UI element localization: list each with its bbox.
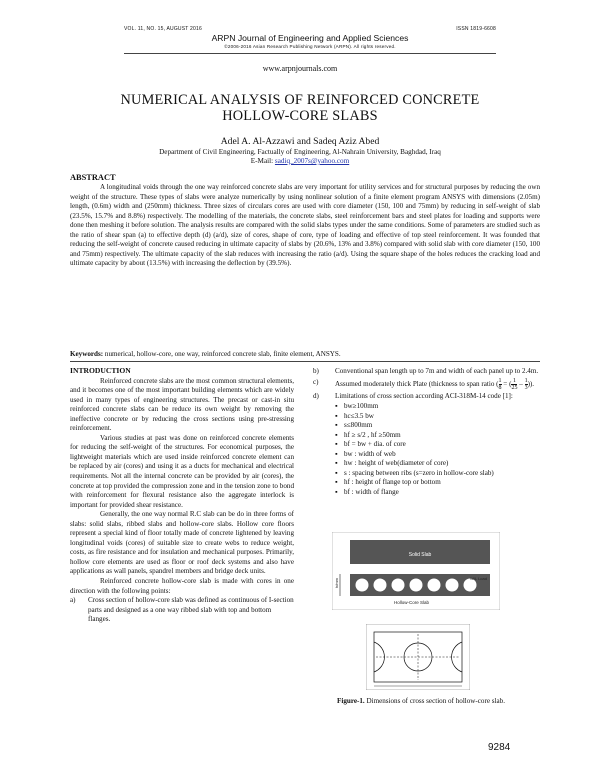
limit-text: hw : height of web(diameter of core): [344, 459, 449, 468]
volume-info: VOL. 11, NO. 15, AUGUST 2016: [124, 26, 202, 32]
email-label: E-Mail:: [250, 157, 274, 165]
keywords-list: numerical, hollow-core, one way, reinforced concrete slab, finite element, ANSYS.: [104, 350, 341, 358]
core-circle: [410, 579, 423, 592]
list-item-c-text: Assumed moderately thick Plate (thickness to span ratio ( $\frac{1}{8}$ = ( $\frac{1}{25}$ – $\frac{1}{3}$ )).: [335, 377, 535, 391]
limit-item: [335, 469, 543, 479]
item-c-pre: Assumed moderately thick Plate (thickness to span ratio (: [335, 379, 499, 388]
figure-caption: [322, 697, 520, 707]
figure-core-detail: [366, 624, 470, 690]
limit-item: [335, 459, 543, 469]
fraction-1: [499, 378, 502, 391]
limit-item: [335, 488, 543, 498]
section-divider: [70, 361, 540, 362]
load-label: W/L Load: [470, 576, 487, 581]
issn: ISSN 1819-6608: [456, 26, 496, 32]
limit-item: [335, 478, 543, 488]
fraction-dash: –: [519, 379, 523, 388]
intro-paragraph-4: Reinforced concrete hollow-core slab is made with cores in one direction with the following points:: [70, 577, 294, 595]
abstract-heading: ABSTRACT: [70, 173, 116, 182]
list-item-d-text: Limitations of cross section according ACI-318M-14 code [1]:: [335, 391, 513, 400]
email-link[interactable]: sadiq_2007s@yahoo.com: [274, 157, 350, 165]
title-line-1: NUMERICAL ANALYSIS OF REINFORCED CONCRETE: [120, 92, 480, 108]
core-circle: [356, 579, 369, 592]
fraction-1-num: 1: [498, 377, 502, 384]
limit-text: hf : height of flange top or bottom: [344, 478, 441, 487]
limit-text: s≤800mm: [344, 421, 373, 430]
limit-text: hc≤3.5 bw: [344, 411, 374, 420]
limit-item: [335, 431, 543, 441]
email-line: [0, 157, 600, 165]
limit-item: [335, 450, 543, 460]
height-label: h/mm: [334, 578, 339, 588]
fraction-2-den: 25: [511, 384, 518, 391]
core-circle: [392, 579, 405, 592]
intro-paragraph-2: Various studies at past was done on reinforced concrete elements for reducing the self-weight of the structures. For economical purposes, the lightweight materials which are used inside reinforced concrete element can be replaced by air (cores) and using it as a ducts for mechanical and electrical requirements. Not all the internal concrete can be provided by air (cores), the concrete at top provided the compression zone and in the tension zone to bond with reinforcement for flexural resistance also the aggregate interlock is important for provided shear resistance.: [70, 433, 294, 509]
solid-slab-label: Solid Slab: [408, 552, 432, 558]
core-circle: [428, 579, 441, 592]
fraction-equals: =: [503, 379, 508, 388]
list-item-c: [313, 378, 543, 391]
limit-text: hf ≥ s/2 , hf ≥50mm: [344, 430, 401, 439]
figure-caption-label: Figure-1.: [337, 697, 365, 705]
list-item-a-text: Cross section of hollow-core slab was defined as continuous of I-section parts and designed as a one way ribbed slab with top and bottom flanges.: [88, 596, 294, 624]
list-item-a: [70, 596, 294, 625]
limit-text: bw≥100mm: [344, 402, 379, 411]
fraction-2-num: 1: [512, 377, 516, 384]
core-circle: [446, 579, 459, 592]
bullet-icon: ▪: [335, 459, 338, 468]
list-item-b-label: b): [313, 367, 319, 375]
limit-text: s : spacing between ribs (s=zero in hollow-core slab): [344, 468, 494, 477]
bullet-icon: ▪: [335, 402, 338, 411]
limit-item: [335, 440, 543, 450]
hollow-slab-label: Hollow-Core Slab: [394, 600, 430, 605]
limit-text: bf = bw + dia. of core: [344, 440, 406, 449]
list-item-b: [313, 367, 543, 377]
item-c-post: )).: [527, 379, 535, 388]
abstract-text: A longitudinal voids through the one way reinforced concrete slabs are very important for utility services and for structural purposes by reducing the own weight of the structure. These types of slabs were analyze numerically by using nonlinear solution of a finite element program ANSYS with dimensions (2.05m) length, (0.6m) width and (250mm) thickness. Three sizes of circulars cores are used with core diameter (150, 100 and 75mm) by reducing in self-weight of slab (23.5%, 15.7% and 8.8%) respectively. The modelling of the materials, the concrete slabs, steel reinforcement bars and steel plates for loading and supports were done then meshing it before solution. The analysis results are compared with the solid slabs types under the same conditions. Some of parameters are studied such as the ratio of shear span (a) to effective depth (d) (a/d), size of cores, shape of core, type of loading and effective of top steel reinforcement. It was founded that reducing the self-weight of concrete caused reducing in ultimate capacity of slabs by (20.6%, 13% and 3.8%) compared with solid slab with core diameter (150, 100 and 75mm) respectively. The ultimate capacity of the slab reduces with increasing the ratio (a/d). Using the square shape of the holes reduces the cracking load and ultimate capacity by about (13.5%) with increasing the deflection by (39.5%).: [70, 183, 540, 267]
authors: Adel A. Al-Azzawi and Sadeq Aziz Abed: [220, 136, 380, 147]
page-number: 9284: [488, 742, 511, 753]
fraction-3-num: 1: [524, 377, 528, 384]
list-item-c-label: c): [313, 377, 319, 386]
title-line-2: HOLLOW-CORE SLABS: [222, 108, 378, 124]
list-item-a-label: a): [70, 596, 76, 605]
copyright: ©2006-2016 Asian Research Publishing Network (ARPN). All rights reserved.: [224, 44, 396, 49]
right-column: [313, 367, 543, 498]
left-column: [70, 366, 294, 625]
affiliation: Department of Civil Engineering, Factually of Engineering, Al-Nahrain University, Baghdad, Iraq: [159, 148, 441, 156]
bullet-icon: ▪: [335, 421, 338, 430]
bullet-icon: ▪: [335, 468, 338, 477]
bullet-icon: ▪: [335, 430, 338, 439]
core-circle: [374, 579, 387, 592]
journal-url[interactable]: www.arpnjournals.com: [262, 64, 338, 73]
limit-item: [335, 412, 543, 422]
journal-header: [124, 26, 496, 56]
header-rule: [124, 53, 496, 54]
paper-title: [80, 92, 520, 124]
bullet-icon: ▪: [335, 449, 338, 458]
bullet-icon: ▪: [335, 411, 338, 420]
limit-item: [335, 421, 543, 431]
figure-caption-text: Dimensions of cross section of hollow-core slab.: [366, 697, 505, 705]
introduction-heading: INTRODUCTION: [70, 366, 131, 375]
limit-text: bf : width of flange: [344, 488, 399, 497]
keywords: [70, 350, 540, 358]
fraction-3-den: 3: [524, 384, 528, 391]
bullet-icon: ▪: [335, 478, 338, 487]
keywords-label: Keywords:: [70, 350, 104, 358]
fraction-2: [511, 378, 517, 391]
list-item-d-label: d): [313, 391, 319, 400]
intro-paragraph-3: Generally, the one way normal R.C slab can be do in three forms of slabs: solid slabs, ribbed slabs and hollow-core slabs. Hollow core floors represent a special kind of floor totally made of concrete lightened by leaving longitudinal voids (cores) of suitable size to create webs to reduce weight, costs, as fire resistance and for insulation and mechanical purposes. Primarily, hollow core elements are used as floor or roof deck systems and also have applications as wall panels, spandrel members and bridge deck units.: [70, 510, 294, 576]
list-item-d: [313, 392, 543, 402]
journal-name: ARPN Journal of Engineering and Applied Sciences: [211, 33, 409, 43]
fraction-1-den: 8: [498, 384, 502, 391]
limit-text: bw : width of web: [344, 449, 396, 458]
limit-item: [335, 402, 543, 412]
list-item-b-text: Conventional span length up to 7m and width of each panel up to 2.4m.: [335, 367, 539, 375]
intro-paragraph-1: Reinforced concrete slabs are the most common structural elements, and it becomes one of the most important building elements which are widely used in many types of engineering structures. The precast or cast-in situ reinforced concrete slabs can be reduce its own weight by removing the ineffective concrete or by reducing the cross sections using pre-stressing reinforcement.: [70, 376, 294, 433]
figure-slab-sections: [332, 532, 500, 610]
bullet-icon: ▪: [335, 440, 338, 449]
bullet-icon: ▪: [335, 488, 338, 497]
